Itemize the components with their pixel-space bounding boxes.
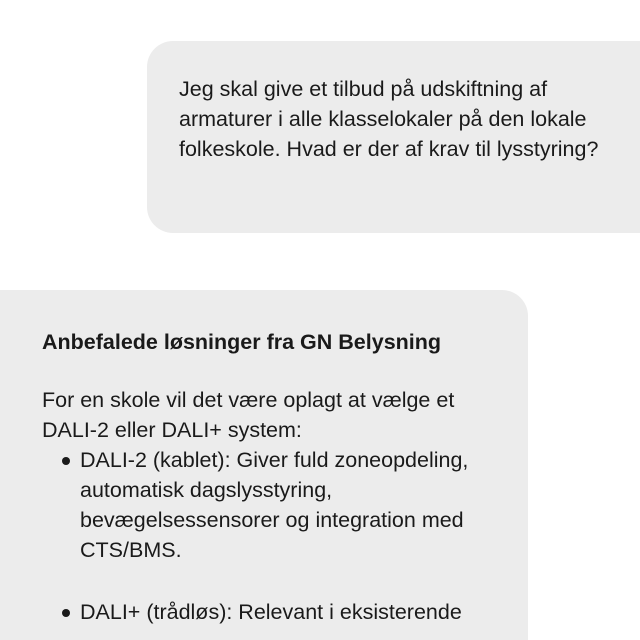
assistant-message-bubble [0,290,528,640]
list-item-dali-plus [42,597,498,627]
bullet-icon [62,609,70,617]
bullet-icon [62,457,70,465]
user-message-text: Jeg skal give et tilbud på udskiftning af armaturer i alle klasselokaler på den lokale folkeskole. Hvad er der af krav til lysstyring? [179,77,599,161]
assistant-intro: For en skole vil det være oplagt at vælge et DALI-2 eller DALI+ system: [42,388,455,442]
list-item-text: DALI+ (trådløs): Relevant i eksisterende [80,600,462,624]
user-message-bubble [147,41,640,233]
assistant-heading: Anbefalede løsninger fra GN Belysning [42,330,442,354]
list-item-dali-2 [42,445,498,565]
solution-list [42,445,498,627]
list-item-text: DALI-2 (kablet): Giver fuld zoneopdeling, automatisk dagslysstyring, bevægelsessensorer og integration med CTS/BMS. [80,448,469,562]
